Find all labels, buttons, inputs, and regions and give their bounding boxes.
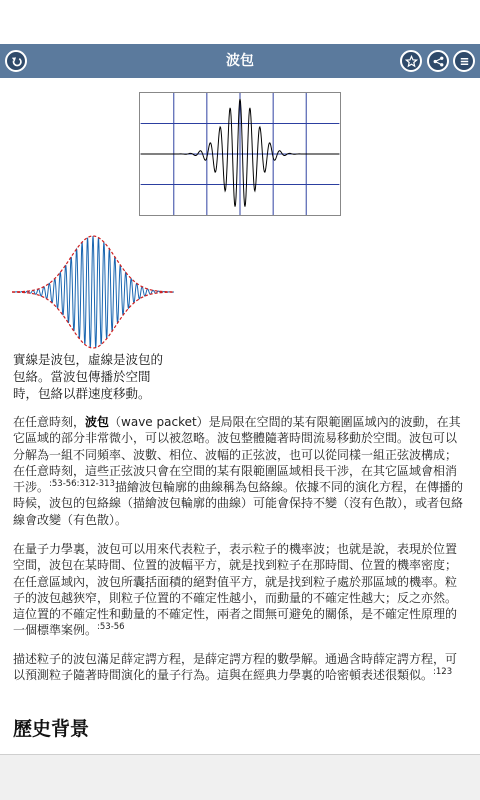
app-bar bbox=[0, 44, 480, 78]
bottom-bar bbox=[0, 754, 480, 800]
wave-envelope-figure bbox=[12, 232, 174, 352]
p1-body: （wave packet）是局限在空間的某有限範圍區域內的波動，在其它區域的部分非常微小，可以被忽略。波包整體隨著時間流易移動於空間。波包可以分解為一組不同頻率、波數、相位、波幅的正弦波，也可以從同樣一組正弦波構成；在任意時刻，這些正弦波只會在空間的某有限範圍區域相長干涉，在其它區域會相消干涉。 bbox=[13, 415, 461, 495]
term-wave-packet: 波包 bbox=[85, 415, 110, 429]
wave-packet-figure bbox=[139, 92, 341, 216]
article-content bbox=[0, 78, 480, 754]
citation-link[interactable]: :53-56 bbox=[97, 622, 125, 633]
p3-body: 描述粒子的波包滿足薛定諤方程，是薛定諤方程的數學解。通過含時薛定諤方程，可以預測粒子隨著時間演化的量子行為。這與在經典力學裏的哈密頓表述很類似。 bbox=[13, 652, 458, 683]
back-button[interactable] bbox=[5, 50, 27, 72]
paragraph-definition bbox=[13, 414, 468, 528]
section-heading: 歷史背景 bbox=[13, 718, 90, 740]
p2-body: 在量子力學裏，波包可以用來代表粒子，表示粒子的機率波；也就是說，表現於位置空間，波包在某時間、位置的波幅平方，就是找到粒子在那時間、位置的機率密度；在任意區域內，波包所囊括面積的絕對值平方，就是找到粒子處於那區域的機率。粒子的波包越狹窄，則粒子位置的不確定性越小，而動量的不確定性越大；反之亦然。這位置的不確定性和動量的不確定性，兩者之間無可避免的關係，是不確定性原理的一個標準案例。 bbox=[13, 542, 458, 638]
paragraph-schrodinger bbox=[13, 651, 468, 684]
share-button[interactable] bbox=[427, 50, 449, 72]
page-title: 波包 bbox=[226, 53, 254, 69]
p1-lead: 在任意時刻， bbox=[13, 415, 86, 429]
status-bar bbox=[0, 0, 480, 44]
citation-link[interactable]: :123 bbox=[433, 667, 453, 678]
back-arrow-icon bbox=[10, 55, 23, 68]
star-icon bbox=[405, 55, 418, 68]
citation-link[interactable]: :53-56:312-313 bbox=[49, 479, 115, 490]
favorite-button[interactable] bbox=[400, 50, 422, 72]
share-icon bbox=[432, 55, 445, 68]
figure-caption: 實線是波包，虛線是波包的包絡。當波包傳播於空間時，包絡以群速度移動。 bbox=[13, 352, 164, 401]
menu-button[interactable] bbox=[453, 50, 475, 72]
menu-icon bbox=[458, 55, 471, 68]
p1-tail: 描繪波包輪廓的曲線稱為包絡線。依據不同的演化方程，在傳播的時候，波包的包絡線（描繪波包輪廓的曲線）可能會保持不變（沒有色散），或者包絡線會改變（有色散）。 bbox=[13, 480, 464, 527]
paragraph-quantum bbox=[13, 541, 468, 639]
